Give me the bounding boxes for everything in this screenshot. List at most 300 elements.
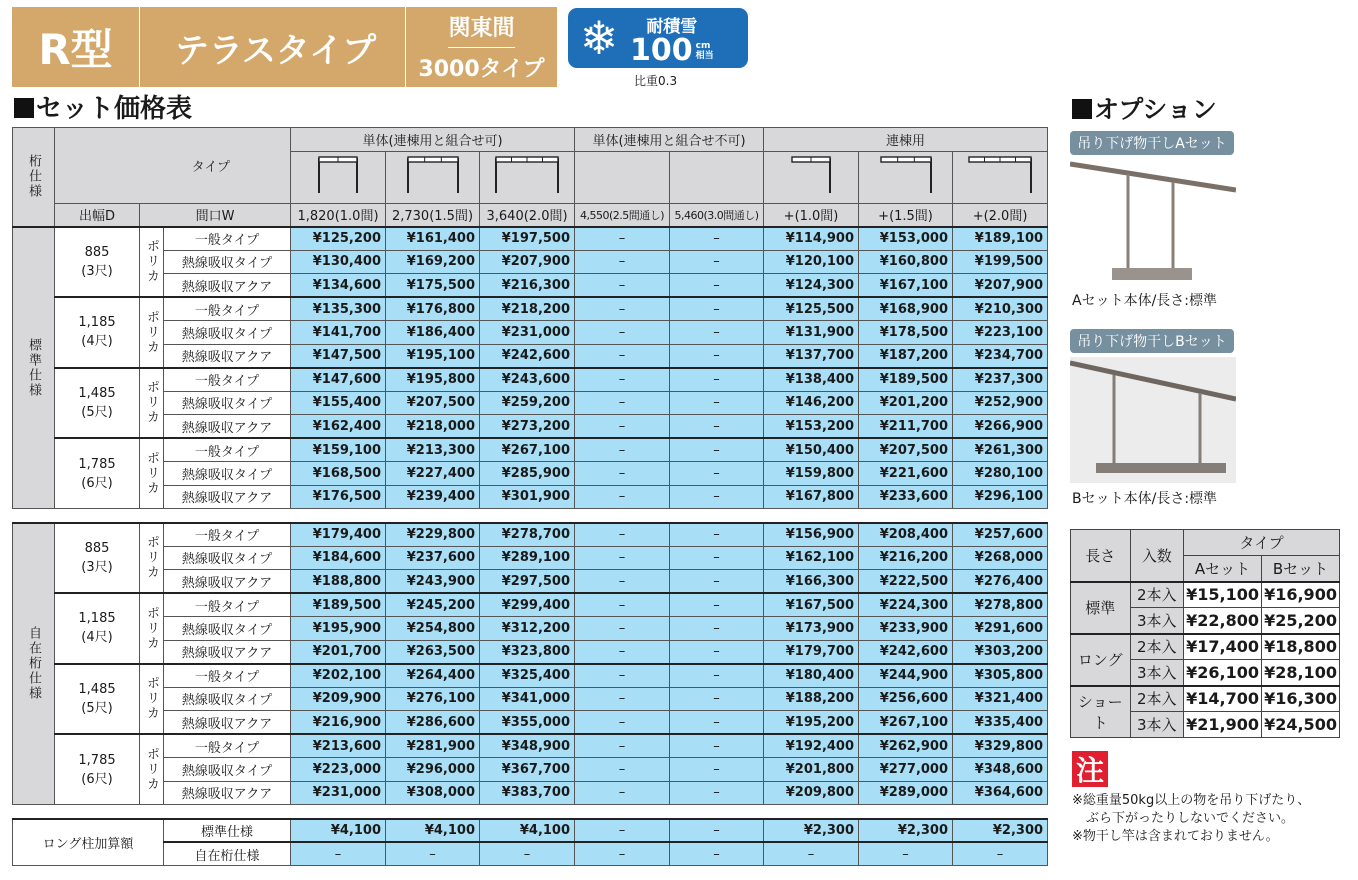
table-row (13, 617, 1048, 641)
long-post-price: ¥2,300 (859, 819, 953, 843)
price-cell: – (575, 617, 670, 641)
price-cell: ¥216,300 (480, 274, 575, 298)
price-cell: ¥278,700 (480, 523, 575, 547)
price-cell: ¥125,200 (291, 227, 386, 251)
price-cell: ¥160,800 (859, 250, 953, 274)
panel-type: 熱線吸収アクア (164, 344, 291, 368)
price-cell: – (670, 485, 764, 509)
single-frame-icon (386, 151, 480, 203)
option-price-a: ¥22,800 (1184, 608, 1262, 634)
price-cell: ¥355,000 (480, 711, 575, 735)
hanging-dryer-a-image (1070, 158, 1236, 286)
price-cell: ¥335,400 (953, 711, 1048, 735)
panel-type: 一般タイプ (164, 438, 291, 462)
option-count: 2本入 (1130, 686, 1184, 712)
table-row (13, 297, 1048, 321)
price-cell: – (575, 593, 670, 617)
price-cell: ¥216,200 (859, 546, 953, 570)
price-cell: ¥130,400 (291, 250, 386, 274)
table-row (13, 758, 1048, 782)
price-cell: ¥162,400 (291, 415, 386, 439)
price-cell: ¥197,500 (480, 227, 575, 251)
square-bullet-icon (14, 98, 34, 118)
depth-value: 885 (84, 244, 110, 260)
price-cell: ¥252,900 (953, 391, 1048, 415)
snow-label: 耐積雪 (646, 16, 698, 37)
material-label: ポリカ (140, 438, 164, 509)
price-cell: ¥348,900 (480, 734, 575, 758)
price-cell: ¥243,600 (480, 368, 575, 392)
long-post-price: ¥4,100 (480, 819, 575, 843)
snow-unit-note: 相当 (695, 50, 714, 61)
price-cell: ¥124,300 (764, 274, 859, 298)
depth-cell (55, 734, 140, 805)
price-cell: ¥276,100 (386, 687, 480, 711)
price-cell: ¥216,900 (291, 711, 386, 735)
material-label: ポリカ (140, 734, 164, 805)
depth-value: 1,785 (78, 752, 116, 768)
empty-icon-cell (670, 151, 764, 203)
price-cell: ¥233,600 (859, 485, 953, 509)
option-a-caption: Aセット本体/長さ:標準 (1072, 293, 1218, 309)
panel-type: 熱線吸収タイプ (164, 250, 291, 274)
price-cell: ¥289,100 (480, 546, 575, 570)
price-cell: ¥166,300 (764, 570, 859, 594)
material-label: ポリカ (140, 297, 164, 368)
price-cell: – (670, 593, 764, 617)
price-cell: – (575, 570, 670, 594)
table-row (13, 321, 1048, 345)
price-cell: ¥305,800 (953, 664, 1048, 688)
material-label: ポリカ (140, 664, 164, 735)
table-row (13, 462, 1048, 486)
note-line: ぶら下がったりしないでください。 (1086, 811, 1295, 826)
price-cell: – (670, 687, 764, 711)
connected-frame-icon (859, 151, 953, 203)
panel-type: 一般タイプ (164, 227, 291, 251)
price-cell: ¥175,500 (386, 274, 480, 298)
long-post-row (13, 842, 1048, 866)
price-cell: – (670, 523, 764, 547)
price-cell: ¥341,000 (480, 687, 575, 711)
price-cell: ¥168,900 (859, 297, 953, 321)
depth-cell (55, 227, 140, 298)
depth-shaku: (3尺) (81, 263, 113, 279)
price-cell: – (670, 640, 764, 664)
price-cell: – (575, 462, 670, 486)
long-post-price: ¥4,100 (291, 819, 386, 843)
panel-type: 熱線吸収アクア (164, 640, 291, 664)
price-cell: ¥237,300 (953, 368, 1048, 392)
price-cell: ¥264,400 (386, 664, 480, 688)
price-cell: ¥218,200 (480, 297, 575, 321)
price-cell: – (575, 391, 670, 415)
price-cell: – (670, 438, 764, 462)
price-cell: ¥195,800 (386, 368, 480, 392)
price-cell: – (670, 781, 764, 805)
price-cell: ¥167,500 (764, 593, 859, 617)
price-cell: ¥268,000 (953, 546, 1048, 570)
price-cell: ¥308,000 (386, 781, 480, 805)
snowflake-icon: ❄ (579, 11, 619, 65)
price-cell: ¥301,900 (480, 485, 575, 509)
panel-type: 熱線吸収アクア (164, 781, 291, 805)
price-cell: – (670, 274, 764, 298)
material-label: ポリカ (140, 593, 164, 664)
price-cell: ¥221,600 (859, 462, 953, 486)
price-cell: – (575, 297, 670, 321)
price-cell: ¥367,700 (480, 758, 575, 782)
price-cell: ¥218,000 (386, 415, 480, 439)
long-post-spec: 自在桁仕様 (164, 842, 291, 866)
price-cell: ¥178,500 (859, 321, 953, 345)
price-cell: ¥155,400 (291, 391, 386, 415)
price-cell: ¥167,800 (764, 485, 859, 509)
option-row (1071, 582, 1340, 608)
set-price-table (12, 127, 1048, 866)
table-row (13, 523, 1048, 547)
option-price-table (1070, 529, 1340, 738)
title-banner (12, 7, 558, 87)
price-cell: ¥199,500 (953, 250, 1048, 274)
price-cell: ¥267,100 (480, 438, 575, 462)
price-cell: – (670, 415, 764, 439)
price-cell: – (575, 485, 670, 509)
group-header: 連棟用 (764, 128, 1048, 152)
price-cell: ¥201,800 (764, 758, 859, 782)
price-cell: ¥188,800 (291, 570, 386, 594)
width-column-header: 2,730(1.5間) (386, 203, 480, 227)
table-row (13, 368, 1048, 392)
price-cell: – (575, 250, 670, 274)
price-cell: ¥278,800 (953, 593, 1048, 617)
price-cell: ¥180,400 (764, 664, 859, 688)
width-column-header: 5,460(3.0間通し) (670, 203, 764, 227)
price-cell: ¥231,000 (291, 781, 386, 805)
option-a-tag: 吊り下げ物干しAセット (1070, 131, 1234, 155)
material-label: ポリカ (140, 227, 164, 298)
price-cell: – (575, 664, 670, 688)
price-cell: ¥162,100 (764, 546, 859, 570)
option-count: 3本入 (1130, 712, 1184, 738)
long-post-label: ロング柱加算額 (13, 819, 164, 866)
option-count: 3本入 (1130, 660, 1184, 686)
price-cell: ¥195,100 (386, 344, 480, 368)
price-cell: ¥150,400 (764, 438, 859, 462)
price-cell: ¥239,400 (386, 485, 480, 509)
table-row (13, 781, 1048, 805)
depth-cell (55, 368, 140, 439)
price-cell: – (575, 523, 670, 547)
price-cell: ¥189,100 (953, 227, 1048, 251)
single-frame-icon (291, 151, 386, 203)
table-row (13, 391, 1048, 415)
price-cell: ¥364,600 (953, 781, 1048, 805)
price-cell: ¥261,300 (953, 438, 1048, 462)
option-price-a: ¥26,100 (1184, 660, 1262, 686)
price-cell: ¥159,800 (764, 462, 859, 486)
price-cell: ¥256,600 (859, 687, 953, 711)
option-length: ショート (1071, 686, 1131, 738)
depth-shaku: (4尺) (81, 334, 113, 350)
price-cell: ¥323,800 (480, 640, 575, 664)
price-cell: ¥266,900 (953, 415, 1048, 439)
panel-type: 熱線吸収アクア (164, 711, 291, 735)
price-cell: ¥147,600 (291, 368, 386, 392)
panel-type: 一般タイプ (164, 523, 291, 547)
price-cell: ¥168,500 (291, 462, 386, 486)
count-header: 入数 (1130, 530, 1184, 582)
option-price-b: ¥16,900 (1262, 582, 1340, 608)
price-cell: ¥213,600 (291, 734, 386, 758)
depth-header: 出幅D (55, 203, 140, 227)
panel-type: 熱線吸収タイプ (164, 758, 291, 782)
long-post-price: – (575, 842, 670, 866)
price-cell: ¥231,000 (480, 321, 575, 345)
price-cell: ¥262,900 (859, 734, 953, 758)
price-cell: – (575, 546, 670, 570)
price-cell: ¥176,500 (291, 485, 386, 509)
price-cell: ¥210,300 (953, 297, 1048, 321)
price-cell: – (670, 250, 764, 274)
spec-label: 自在桁仕様 (13, 523, 55, 805)
depth-shaku: (5尺) (81, 700, 113, 716)
long-post-price: ¥2,300 (953, 819, 1048, 843)
width-column-header: +(1.5間) (859, 203, 953, 227)
price-cell: – (575, 438, 670, 462)
long-post-price: – (386, 842, 480, 866)
depth-value: 1,485 (78, 681, 116, 697)
length-header: 長さ (1071, 530, 1131, 582)
price-cell: ¥223,000 (291, 758, 386, 782)
price-cell: ¥146,200 (764, 391, 859, 415)
notes (1072, 792, 1310, 846)
table-row (13, 415, 1048, 439)
price-cell: ¥195,900 (291, 617, 386, 641)
option-length: ロング (1071, 634, 1131, 686)
price-cell: ¥348,600 (953, 758, 1048, 782)
table-row (13, 687, 1048, 711)
depth-shaku: (4尺) (81, 630, 113, 646)
material-label: ポリカ (140, 523, 164, 594)
price-cell: ¥161,400 (386, 227, 480, 251)
long-post-price: – (670, 819, 764, 843)
long-post-price: – (291, 842, 386, 866)
table-row (13, 546, 1048, 570)
price-cell: – (575, 321, 670, 345)
price-cell: ¥141,700 (291, 321, 386, 345)
price-cell: ¥131,900 (764, 321, 859, 345)
table-row (13, 227, 1048, 251)
price-cell: ¥299,400 (480, 593, 575, 617)
square-bullet-icon (1072, 99, 1092, 119)
price-cell: ¥201,200 (859, 391, 953, 415)
price-cell: ¥153,000 (859, 227, 953, 251)
price-cell: ¥312,200 (480, 617, 575, 641)
price-cell: – (575, 687, 670, 711)
option-count: 2本入 (1130, 634, 1184, 660)
price-cell: ¥237,600 (386, 546, 480, 570)
width-column-header: +(1.0間) (764, 203, 859, 227)
type-header-cell (55, 128, 291, 204)
price-cell: ¥303,200 (953, 640, 1048, 664)
long-post-spec: 標準仕様 (164, 819, 291, 843)
table-row (13, 570, 1048, 594)
b-set-header: Bセット (1262, 556, 1340, 582)
size-type-label: 3000タイプ (418, 56, 545, 82)
price-cell: – (670, 570, 764, 594)
panel-type: 熱線吸収タイプ (164, 462, 291, 486)
price-cell: ¥192,400 (764, 734, 859, 758)
width-column-header: 3,640(2.0間) (480, 203, 575, 227)
price-cell: ¥195,200 (764, 711, 859, 735)
spec-header: 桁仕様 (13, 128, 55, 227)
price-cell: ¥147,500 (291, 344, 386, 368)
type-header: タイプ (1184, 530, 1340, 556)
group-header: 単体(連棟用と組合せ可) (291, 128, 575, 152)
price-cell: ¥138,400 (764, 368, 859, 392)
table-row (13, 711, 1048, 735)
long-post-row (13, 819, 1048, 843)
depth-cell (55, 523, 140, 594)
option-count: 3本入 (1130, 608, 1184, 634)
price-cell: ¥273,200 (480, 415, 575, 439)
price-cell: ¥209,800 (764, 781, 859, 805)
price-cell: ¥291,600 (953, 617, 1048, 641)
price-cell: – (670, 368, 764, 392)
price-cell: ¥209,900 (291, 687, 386, 711)
panel-type: 熱線吸収タイプ (164, 617, 291, 641)
option-title-text: オプション (1094, 95, 1217, 124)
long-post-price: ¥4,100 (386, 819, 480, 843)
price-cell: ¥242,600 (859, 640, 953, 664)
price-cell: ¥285,900 (480, 462, 575, 486)
price-cell: – (670, 391, 764, 415)
option-price-a: ¥14,700 (1184, 686, 1262, 712)
long-post-price: – (953, 842, 1048, 866)
width-column-header: 1,820(1.0間) (291, 203, 386, 227)
option-title (1072, 90, 1217, 126)
price-cell: ¥188,200 (764, 687, 859, 711)
price-cell: – (670, 227, 764, 251)
price-cell: ¥208,400 (859, 523, 953, 547)
option-price-b: ¥24,500 (1262, 712, 1340, 738)
option-row (1071, 634, 1340, 660)
option-price-a: ¥17,400 (1184, 634, 1262, 660)
price-cell: ¥234,700 (953, 344, 1048, 368)
price-cell: ¥263,500 (386, 640, 480, 664)
price-cell: ¥321,400 (953, 687, 1048, 711)
price-cell: ¥184,600 (291, 546, 386, 570)
price-cell: ¥296,100 (953, 485, 1048, 509)
depth-value: 1,185 (78, 611, 116, 627)
connected-frame-icon (764, 151, 859, 203)
price-cell: – (670, 546, 764, 570)
price-cell: ¥176,800 (386, 297, 480, 321)
price-cell: ¥383,700 (480, 781, 575, 805)
depth-shaku: (5尺) (81, 404, 113, 420)
price-cell: – (670, 664, 764, 688)
option-row (1071, 686, 1340, 712)
panel-type: 熱線吸収タイプ (164, 391, 291, 415)
price-cell: ¥244,900 (859, 664, 953, 688)
price-cell: ¥325,400 (480, 664, 575, 688)
option-count: 2本入 (1130, 582, 1184, 608)
depth-value: 1,185 (78, 315, 116, 331)
table-row (13, 640, 1048, 664)
a-set-header: Aセット (1184, 556, 1262, 582)
price-cell: ¥286,600 (386, 711, 480, 735)
depth-value: 885 (84, 540, 110, 556)
table-row (13, 593, 1048, 617)
price-cell: ¥245,200 (386, 593, 480, 617)
price-cell: ¥179,400 (291, 523, 386, 547)
option-price-b: ¥28,100 (1262, 660, 1340, 686)
price-cell: ¥207,900 (480, 250, 575, 274)
price-cell: ¥189,500 (859, 368, 953, 392)
price-cell: ¥125,500 (764, 297, 859, 321)
price-cell: ¥329,800 (953, 734, 1048, 758)
price-cell: ¥207,500 (859, 438, 953, 462)
price-cell: ¥233,900 (859, 617, 953, 641)
price-cell: ¥120,100 (764, 250, 859, 274)
price-cell: ¥114,900 (764, 227, 859, 251)
price-cell: – (670, 462, 764, 486)
price-cell: ¥179,700 (764, 640, 859, 664)
snow-unit: cm (695, 40, 711, 51)
price-cell: ¥254,800 (386, 617, 480, 641)
depth-cell (55, 297, 140, 368)
model-name: R型 (12, 7, 140, 87)
note-badge: 注 (1072, 751, 1108, 787)
price-cell: ¥207,900 (953, 274, 1048, 298)
price-cell: ¥242,600 (480, 344, 575, 368)
price-cell: ¥137,700 (764, 344, 859, 368)
price-cell: ¥189,500 (291, 593, 386, 617)
long-post-price: – (859, 842, 953, 866)
price-cell: – (575, 415, 670, 439)
set-price-title-text: セット価格表 (36, 94, 193, 124)
price-cell: – (575, 640, 670, 664)
panel-type: 熱線吸収アクア (164, 274, 291, 298)
price-cell: – (575, 274, 670, 298)
price-cell: ¥173,900 (764, 617, 859, 641)
table-row (13, 734, 1048, 758)
price-cell: ¥289,000 (859, 781, 953, 805)
panel-type: 一般タイプ (164, 297, 291, 321)
width-header: 間口W (140, 203, 291, 227)
depth-cell (55, 664, 140, 735)
price-cell: ¥211,700 (859, 415, 953, 439)
panel-type: 熱線吸収タイプ (164, 321, 291, 345)
gravity-note: 比重0.3 (634, 74, 678, 88)
connected-frame-icon (953, 151, 1048, 203)
price-cell: – (575, 781, 670, 805)
width-column-header: +(2.0間) (953, 203, 1048, 227)
hanging-dryer-b-image (1070, 357, 1236, 483)
price-cell: – (670, 617, 764, 641)
table-row (13, 344, 1048, 368)
snow-value: 100 (630, 32, 693, 68)
price-cell: ¥243,900 (386, 570, 480, 594)
price-cell: – (670, 758, 764, 782)
price-cell: ¥277,000 (859, 758, 953, 782)
table-row (13, 274, 1048, 298)
price-cell: ¥186,400 (386, 321, 480, 345)
price-cell: – (575, 734, 670, 758)
panel-type: 一般タイプ (164, 664, 291, 688)
product-type: テラスタイプ (140, 7, 406, 87)
